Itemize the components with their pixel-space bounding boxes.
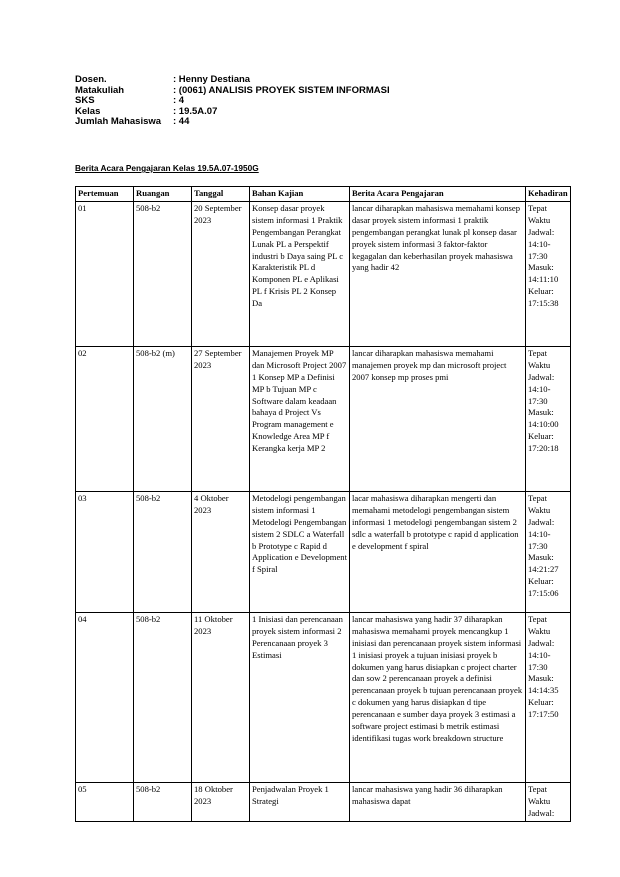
cell-meeting: 03 <box>76 491 134 612</box>
header-row-credits <box>75 96 545 107</box>
table-caption: Berita Acara Pengajaran Kelas 19.5A.07-1950G <box>75 163 259 173</box>
cell-attendance: Tepat Waktu Jadwal: 14:10-17:30 Masuk: 14:11:10 Keluar: 17:15:38 <box>526 201 571 346</box>
cell-report: lacar mahasiswa diharapkan mengerti dan memahami metodelogi pengembangan sistem informasi 1 metodelogi pengembangan sistem 2 sdlc a waterfall b prototype c rapid d application e development f spiral <box>350 491 526 612</box>
column-header: Pertemuan <box>76 187 134 202</box>
cell-date: 27 September 2023 <box>192 346 250 491</box>
header-value: : Henny Destiana <box>173 74 251 85</box>
cell-report: lancar mahasiswa yang hadir 36 diharapkan mahasiswa dapat <box>350 782 526 821</box>
cell-meeting: 02 <box>76 346 134 491</box>
header-row-lecturer <box>75 75 545 86</box>
table-header-row <box>76 187 571 202</box>
cell-room: 508-b2 (m) <box>134 346 192 491</box>
column-header: Bahan Kajian <box>250 187 350 202</box>
table-row <box>76 612 571 782</box>
header-row-students <box>75 117 545 128</box>
cell-report: lancar diharapkan mahasiswa memahami manajemen proyek mp dan microsoft project 2007 konsep mp proses pmi <box>350 346 526 491</box>
column-header: Ruangan <box>134 187 192 202</box>
cell-attendance: Tepat Waktu Jadwal: <box>526 782 571 821</box>
header-value: : (0061) ANALISIS PROYEK SISTEM INFORMASI <box>173 84 390 96</box>
course-header <box>75 75 545 128</box>
cell-topic: Manajemen Proyek MP dan Microsoft Project 2007 1 Konsep MP a Definisi MP b Tujuan MP c Software dalam keadaan bahaya d Project Vs Program management e Knowledge Area MP f Kerangka kerja MP 2 <box>250 346 350 491</box>
column-header: Kehadiran <box>526 187 571 202</box>
cell-meeting: 05 <box>76 782 134 821</box>
cell-attendance: Tepat Waktu Jadwal: 14:10-17:30 Masuk: 14:21:27 Keluar: 17:15:06 <box>526 491 571 612</box>
column-header: Berita Acara Pengajaran <box>350 187 526 202</box>
header-label: Matakuliah <box>75 84 125 96</box>
cell-attendance: Tepat Waktu Jadwal: 14:10-17:30 Masuk: 14:10:00 Keluar: 17:20:18 <box>526 346 571 491</box>
header-label: Jumlah Mahasiswa <box>75 116 162 128</box>
column-header: Tanggal <box>192 187 250 202</box>
cell-room: 508-b2 <box>134 612 192 782</box>
cell-topic: Konsep dasar proyek sistem informasi 1 Praktik Pengembangan Perangkat Lunak PL a Perspektif industri b Daya saing PL c Karakteristik PL d Komponen PL e Aplikasi PL f Krisis PL 2 Konsep Da <box>250 201 350 346</box>
table-row <box>76 201 571 346</box>
header-value: : 4 <box>173 95 185 107</box>
table-row <box>76 491 571 612</box>
cell-topic: Metodelogi pengembangan sistem informasi 1 Metodelogi Pengembangan sistem 2 SDLC a Waterfall b Prototype c Rapid d Application e Development f Spiral <box>250 491 350 612</box>
cell-attendance: Tepat Waktu Jadwal: 14:10-17:30 Masuk: 14:14:35 Keluar: 17:17:50 <box>526 612 571 782</box>
cell-report: lancar mahasiswa yang hadir 37 diharapkan mahasiswa memahami proyek mencangkup 1 inisiasi dan perencanaan proyek sistem informasi 1 inisiasi proyek a tujuan inisiasi proyek b dokumen yang harus disiapkan c project charter dan sow 2 perencanaan proyek a definisi perencanaan proyek b tujuan perencanaan proyek c dokumen yang harus disiapkan d tipe perencanaan e sumber daya proyek 3 estimasi a software project estimasi b metrik estimasi identifikasi tugas work breakdown structure <box>350 612 526 782</box>
teaching-report-table <box>75 186 571 822</box>
cell-date: 11 Oktober 2023 <box>192 612 250 782</box>
header-label: SKS <box>75 95 95 107</box>
cell-date: 4 Oktober 2023 <box>192 491 250 612</box>
cell-report: lancar diharapkan mahasiswa memahami konsep dasar proyek sistem informasi 1 praktik pengembangan perangkat lunak pl konsep dasar proyek sistem informasi 3 faktor-faktor kegagalan dan keberhasilan proyek mahasiswa yang hadir 42 <box>350 201 526 346</box>
header-label: Dosen. <box>75 74 107 85</box>
cell-topic: 1 Inisiasi dan perencanaan proyek sistem informasi 2 Perencanaan proyek 3 Estimasi <box>250 612 350 782</box>
cell-room: 508-b2 <box>134 782 192 821</box>
header-value: : 19.5A.07 <box>173 105 218 117</box>
header-row-course <box>75 86 545 97</box>
cell-date: 18 Oktober 2023 <box>192 782 250 821</box>
header-value: : 44 <box>173 116 190 128</box>
table-row <box>76 782 571 821</box>
cell-room: 508-b2 <box>134 201 192 346</box>
cell-room: 508-b2 <box>134 491 192 612</box>
table-row <box>76 346 571 491</box>
cell-meeting: 01 <box>76 201 134 346</box>
header-label: Kelas <box>75 105 101 117</box>
cell-date: 20 September 2023 <box>192 201 250 346</box>
cell-meeting: 04 <box>76 612 134 782</box>
cell-topic: Penjadwalan Proyek 1 Strategi <box>250 782 350 821</box>
